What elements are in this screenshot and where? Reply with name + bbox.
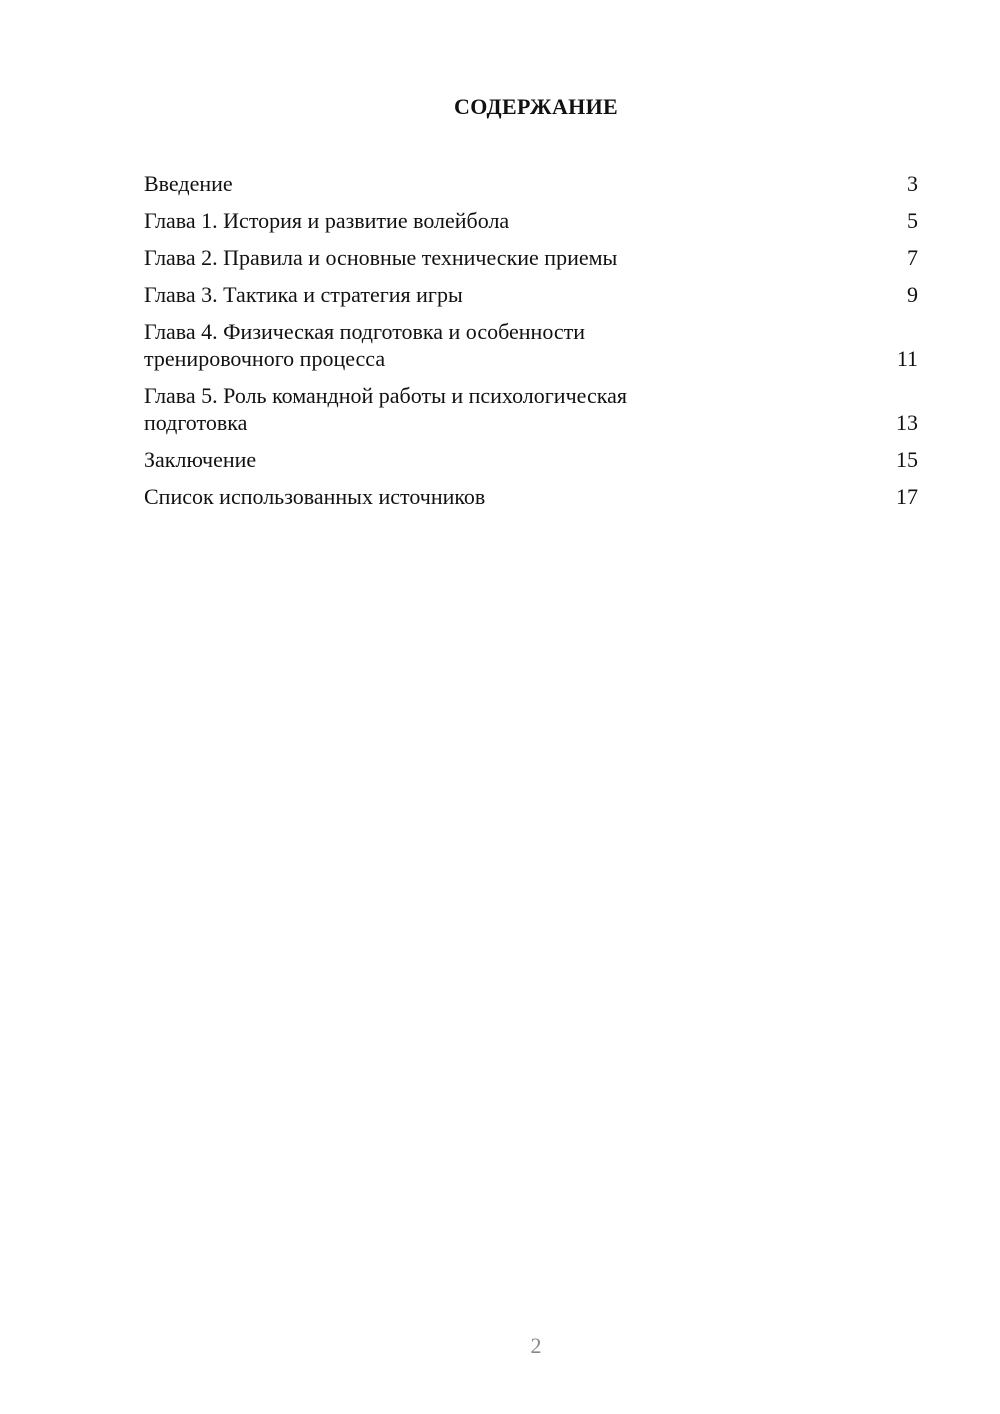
page-number: 2 xyxy=(530,1333,542,1358)
toc-entry-text: Глава 1. История и развитие волейбола xyxy=(144,208,510,233)
toc-entry-text: Список использованных источников xyxy=(144,484,486,509)
toc-list xyxy=(144,170,918,520)
toc-entry-page: 3 xyxy=(907,171,918,196)
toc-entry-text: Глава 5. Роль командной работы и психологическая подготовка xyxy=(144,383,627,435)
toc-entry-text: Глава 4. Физическая подготовка и особенности тренировочного процесса xyxy=(144,319,586,371)
toc-entry-page: 7 xyxy=(907,245,918,270)
toc-entry-page: 17 xyxy=(896,484,918,509)
toc-entry-text: Глава 3. Тактика и стратегия игры xyxy=(144,282,463,307)
toc-entry-chapter-3 xyxy=(144,281,918,308)
toc-entry-text: Глава 2. Правила и основные технические приемы xyxy=(144,245,618,270)
toc-entry-references xyxy=(144,483,918,510)
toc-entry-page: 13 xyxy=(896,410,918,435)
toc-entry-page: 11 xyxy=(896,346,918,371)
toc-entry-page: 9 xyxy=(907,282,918,307)
toc-entry-chapter-5 xyxy=(144,382,918,436)
toc-entry-chapter-4 xyxy=(144,318,918,372)
toc-entry-chapter-2 xyxy=(144,244,918,271)
toc-entry-conclusion xyxy=(144,446,918,473)
toc-entry-page: 5 xyxy=(907,208,918,233)
toc-title: СОДЕРЖАНИЕ xyxy=(454,94,618,119)
toc-entry-introduction xyxy=(144,170,918,197)
toc-entry-text: Заключение xyxy=(144,447,257,472)
toc-entry-chapter-1 xyxy=(144,207,918,234)
toc-entry-text: Введение xyxy=(144,171,233,196)
toc-entry-page: 15 xyxy=(896,447,918,472)
